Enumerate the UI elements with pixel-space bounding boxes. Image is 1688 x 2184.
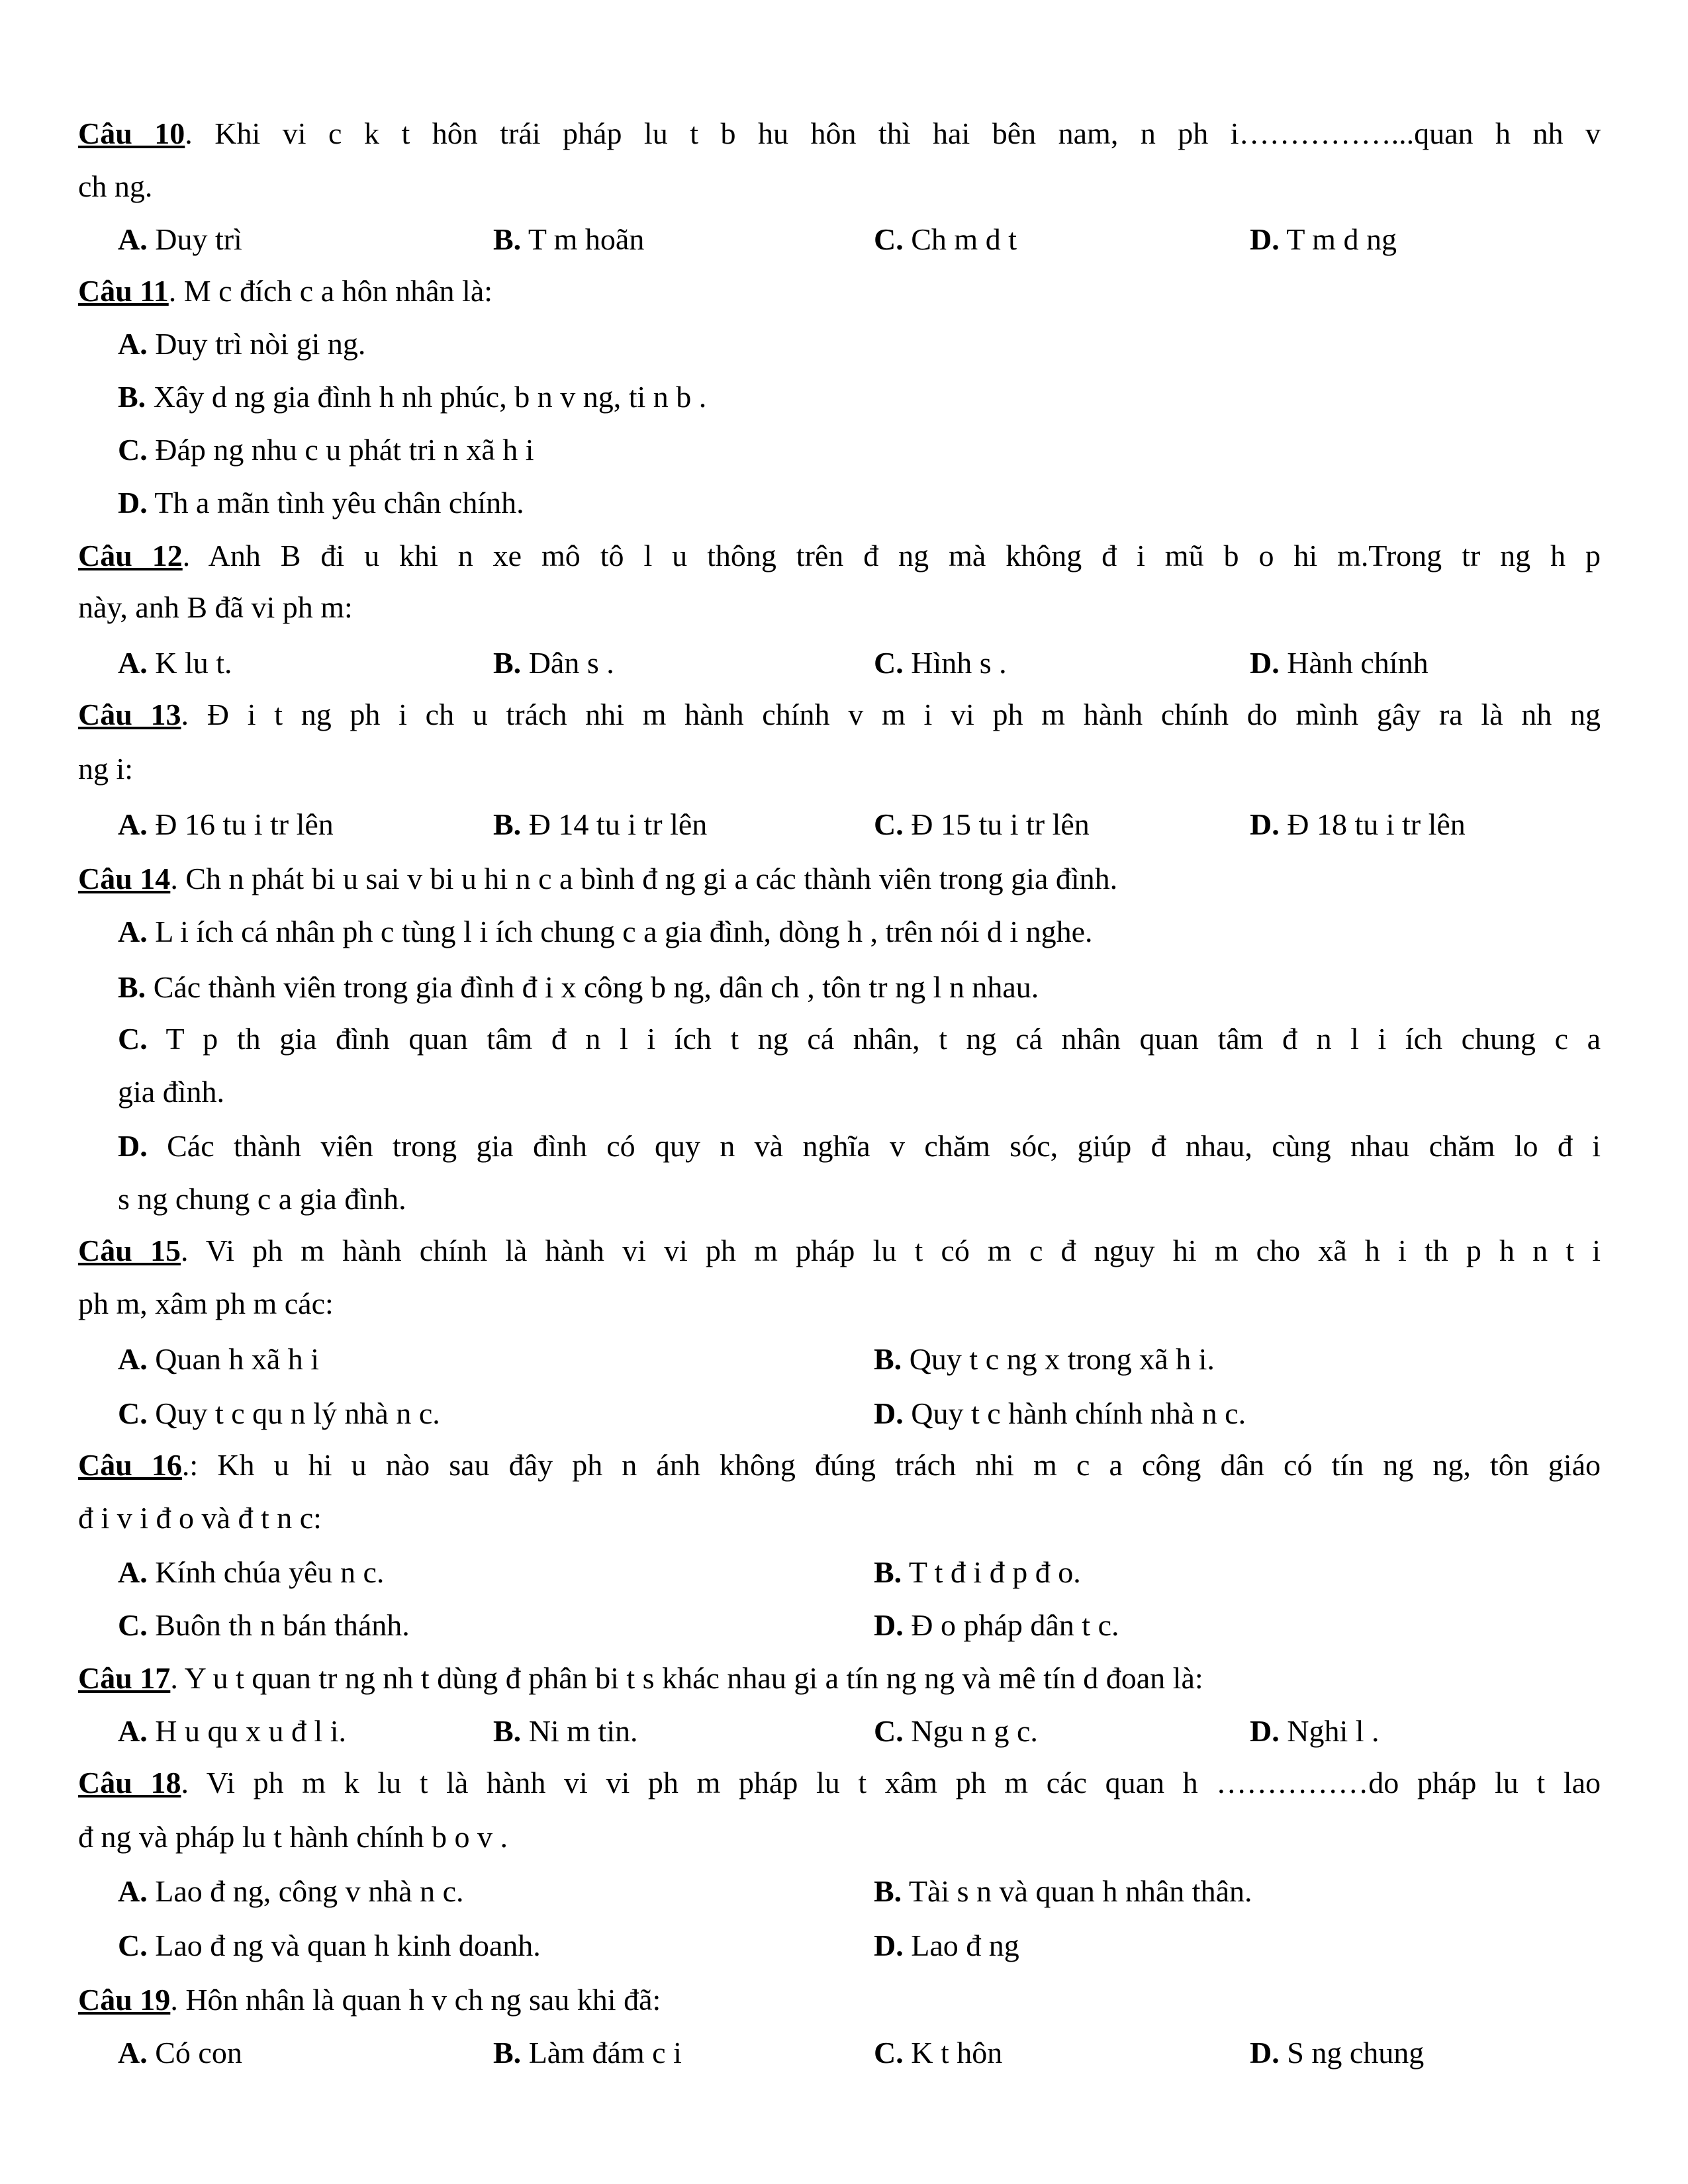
q13-option-c: C. Đ 15 tu i tr lên <box>874 807 1090 841</box>
q12-option-d: D. Hành chính <box>1250 646 1429 680</box>
q14-option-c-line1: C. T p th gia đình quan tâm đ n l i ích t ng cá nhân, t ng cá nhân quan tâm đ n l i ích chung c a <box>118 1022 1601 1056</box>
q17-option-c: C. Ngu n g c. <box>874 1714 1038 1748</box>
q12-option-b: B. Dân s . <box>493 646 614 680</box>
q18-option-a: A. Lao đ ng, công v nhà n c. <box>118 1874 464 1908</box>
q15-option-c: C. Quy t c qu n lý nhà n c. <box>118 1396 440 1430</box>
q18-stem-line2: đ ng và pháp lu t hành chính b o v . <box>78 1820 508 1854</box>
q17-option-d: D. Nghi l . <box>1250 1714 1380 1748</box>
q19-option-d: D. S ng chung <box>1250 2036 1425 2070</box>
q11-option-b: B. Xây d ng gia đình h nh phúc, b n v ng, ti n b . <box>118 380 707 414</box>
q15-stem-line1: Câu 15. Vi ph m hành chính là hành vi vi ph m pháp lu t có m c đ nguy hi m cho xã h i th p h n t i <box>78 1234 1601 1267</box>
q15-option-a: A. Quan h xã h i <box>118 1342 320 1376</box>
q15-number: Câu 15 <box>78 1234 181 1267</box>
q16-stem-line1: Câu 16.: Kh u hi u nào sau đây ph n ánh không đúng trách nhi m c a công dân có tín ng ng, tôn giáo <box>78 1448 1601 1482</box>
q17-number: Câu 17 <box>78 1661 171 1695</box>
q19-number: Câu 19 <box>78 1983 171 2017</box>
q10-option-d: D. T m d ng <box>1250 222 1397 256</box>
q18-stem-line1: Câu 18. Vi ph m k lu t là hành vi vi ph m pháp lu t xâm ph m các quan h ……………do pháp lu t lao <box>78 1766 1601 1799</box>
q18-option-b: B. Tài s n và quan h nhân thân. <box>874 1874 1252 1908</box>
q14-option-b: B. Các thành viên trong gia đình đ i x công b ng, dân ch , tôn tr ng l n nhau. <box>118 970 1039 1004</box>
q16-option-d: D. Đ o pháp dân t c. <box>874 1608 1119 1642</box>
q18-option-c: C. Lao đ ng và quan h kinh doanh. <box>118 1929 541 1962</box>
q10-option-b: B. T m hoãn <box>493 222 645 256</box>
q14-option-d-line2: s ng chung c a gia đình. <box>118 1182 406 1216</box>
q12-number: Câu 12 <box>78 539 183 572</box>
q13-stem-line1: Câu 13. Đ i t ng ph i ch u trách nhi m hành chính v m i vi ph m hành chính do mình gây ra là nh ng <box>78 698 1601 731</box>
q12-stem-line1: Câu 12. Anh B đi u khi n xe mô tô l u thông trên đ ng mà không đ i mũ b o hi m.Trong tr ng h p <box>78 539 1601 572</box>
q11-option-a: A. Duy trì nòi gi ng. <box>118 327 366 361</box>
q19-option-c: C. K t hôn <box>874 2036 1003 2070</box>
q11-option-d: D. Th a mãn tình yêu chân chính. <box>118 486 524 520</box>
q11-number: Câu 11 <box>78 274 169 308</box>
q14-option-d-line1: D. Các thành viên trong gia đình có quy n và nghĩa v chăm sóc, giúp đ nhau, cùng nhau chăm lo đ i <box>118 1129 1601 1163</box>
q10-option-a: A. Duy trì <box>118 222 242 256</box>
q10-option-c: C. Ch m d t <box>874 222 1017 256</box>
q14-option-c-line2: gia đình. <box>118 1075 224 1109</box>
q19-stem: Câu 19. Hôn nhân là quan h v ch ng sau khi đã: <box>78 1983 661 2017</box>
q13-option-d: D. Đ 18 tu i tr lên <box>1250 807 1466 841</box>
q15-option-d: D. Quy t c hành chính nhà n c. <box>874 1396 1246 1430</box>
q13-stem-line2: ng i: <box>78 752 134 786</box>
q13-number: Câu 13 <box>78 698 181 731</box>
q15-option-b: B. Quy t c ng x trong xã h i. <box>874 1342 1215 1376</box>
q17-stem: Câu 17. Y u t quan tr ng nh t dùng đ phân bi t s khác nhau gi a tín ng ng và mê tín d đoan là: <box>78 1661 1203 1695</box>
q15-stem-line2: ph m, xâm ph m các: <box>78 1287 334 1320</box>
q10-stem-line1: Câu 10. Khi vi c k t hôn trái pháp lu t b hu hôn thì hai bên nam, n ph i……………...quan h nh v <box>78 116 1601 150</box>
q14-number: Câu 14 <box>78 862 171 895</box>
q14-stem: Câu 14. Ch n phát bi u sai v bi u hi n c a bình đ ng gi a các thành viên trong gia đình. <box>78 862 1118 895</box>
q12-option-a: A. K lu t. <box>118 646 232 680</box>
q16-number: Câu 16 <box>78 1448 182 1482</box>
q16-option-b: B. T t đ i đ p đ o. <box>874 1555 1081 1589</box>
q16-option-a: A. Kính chúa yêu n c. <box>118 1555 385 1589</box>
q11-option-c: C. Đáp ng nhu c u phát tri n xã h i <box>118 433 534 467</box>
q17-option-b: B. Ni m tin. <box>493 1714 638 1748</box>
q14-option-a: A. L i ích cá nhân ph c tùng l i ích chung c a gia đình, dòng h , trên nói d i nghe. <box>118 915 1093 948</box>
q10-number: Câu 10 <box>78 116 185 150</box>
q19-option-a: A. Có con <box>118 2036 242 2070</box>
q13-option-a: A. Đ 16 tu i tr lên <box>118 807 334 841</box>
q12-stem-line2: này, anh B đã vi ph m: <box>78 590 353 624</box>
q18-option-d: D. Lao đ ng <box>874 1929 1019 1962</box>
q16-option-c: C. Buôn th n bán thánh. <box>118 1608 410 1642</box>
q11-stem: Câu 11. M c đích c a hôn nhân là: <box>78 274 493 308</box>
q18-number: Câu 18 <box>78 1766 181 1799</box>
q13-option-b: B. Đ 14 tu i tr lên <box>493 807 708 841</box>
q17-option-a: A. H u qu x u đ l i. <box>118 1714 347 1748</box>
q16-stem-line2: đ i v i đ o và đ t n c: <box>78 1501 322 1535</box>
q12-option-c: C. Hình s . <box>874 646 1007 680</box>
q10-stem-line2: ch ng. <box>78 169 153 203</box>
q19-option-b: B. Làm đám c i <box>493 2036 682 2070</box>
